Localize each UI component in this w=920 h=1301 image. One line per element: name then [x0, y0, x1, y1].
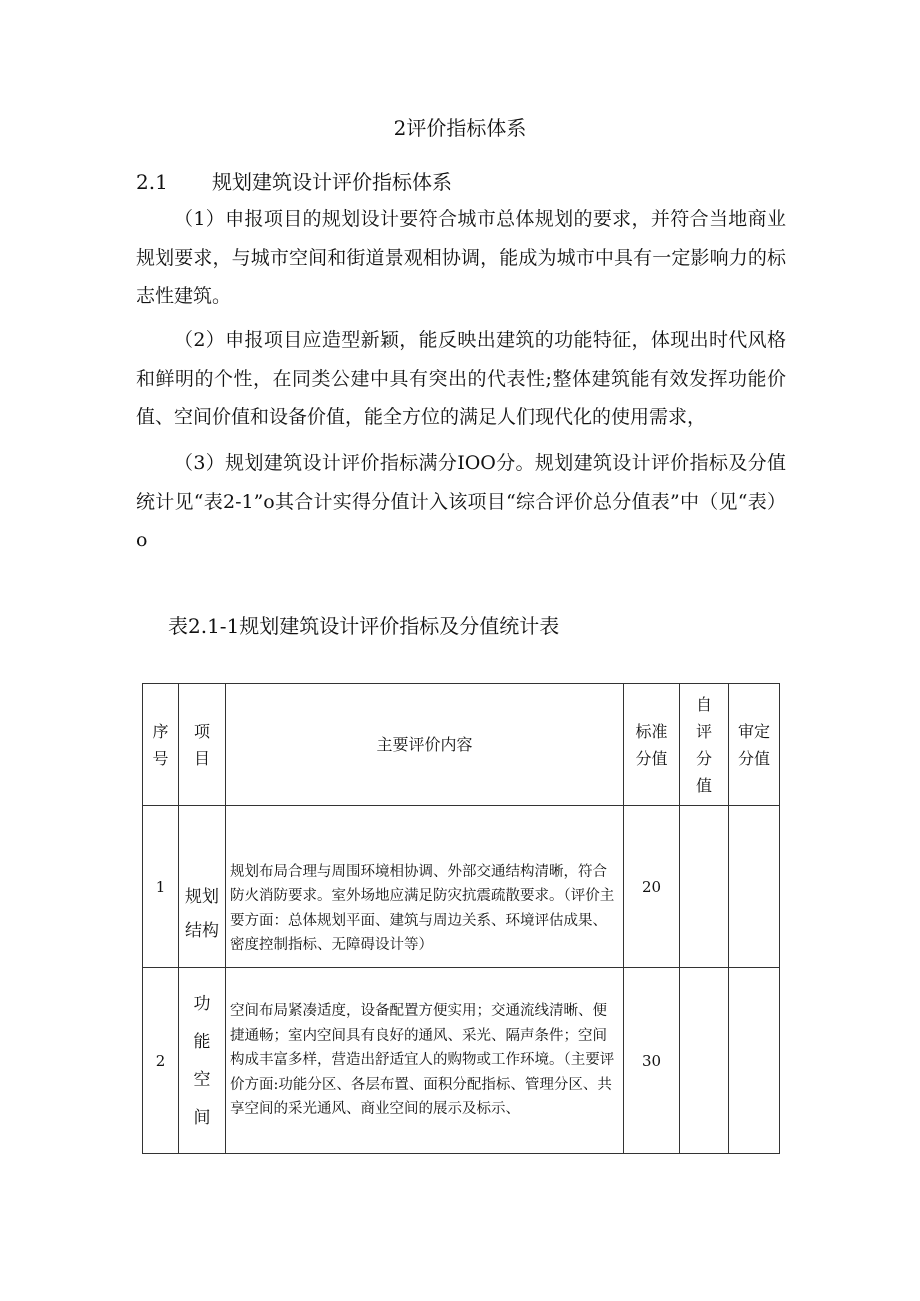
header-review: 审定分值 [729, 684, 780, 806]
row-content: 规划布局合理与周围环境相协调、外部交通结构清晰，符合防火消防要求。室外场地应满足防灾抗震疏散要求。（评价主要方面：总体规划平面、建筑与周边关系、环境评估成果、密度控制指标、无障碍设计等） [226, 806, 624, 968]
header-self: 自评分值 [680, 684, 729, 806]
row-content: 空间布局紧凑适度，设备配置方便实用；交通流线清晰、便捷通畅；室内空间具有良好的通风、采光、隔声条件；空间构成丰富多样，营造出舒适宜人的购物或工作环境。（主要评价方面:功能分区、各层布置、面积分配指标、管理分区、共享空间的采光通风、商业空间的展示及标示、 [226, 968, 624, 1154]
row-item: 功能空间 [179, 968, 226, 1154]
paragraph-3: （3）规划建筑设计评价指标满分IOO分。规划建筑设计评价指标及分值统计见“表2-1”o其合计实得分值计入该项目“综合评价总分值表”中（见“表）o [136, 452, 786, 551]
row-no: 2 [143, 968, 179, 1154]
row-item: 规划结构 [179, 806, 226, 968]
table-row [143, 968, 780, 1154]
row-standard: 20 [624, 806, 680, 968]
evaluation-table [142, 683, 780, 1154]
row-review-score [729, 968, 780, 1154]
table-caption: 表2.1-1规划建筑设计评价指标及分值统计表 [168, 614, 560, 638]
paragraph-1: （1）申报项目的规划设计要符合城市总体规划的要求，并符合当地商业规划要求，与城市空间和街道景观相协调，能成为城市中具有一定影响力的标志性建筑。 [136, 208, 786, 307]
table-row [143, 806, 780, 968]
table-header-row [143, 684, 780, 806]
row-review-score [729, 806, 780, 968]
header-content: 主要评价内容 [226, 684, 624, 806]
section-title: 规划建筑设计评价指标体系 [212, 170, 452, 194]
header-no: 序号 [143, 684, 179, 806]
section-heading [136, 168, 452, 196]
row-self-score [680, 968, 729, 1154]
paragraph-2: （2）申报项目应造型新颖，能反映出建筑的功能特征，体现出时代风格和鲜明的个性，在同类公建中具有突出的代表性;整体建筑能有效发挥功能价值、空间价值和设备价值，能全方位的满足人们现代化的使用需求， [136, 329, 786, 428]
chapter-title: 2评价指标体系 [393, 116, 527, 140]
row-no: 1 [143, 806, 179, 968]
section-number: 2.1 [136, 170, 168, 194]
row-standard: 30 [624, 968, 680, 1154]
header-item: 项目 [179, 684, 226, 806]
row-self-score [680, 806, 729, 968]
header-standard: 标准分值 [624, 684, 680, 806]
